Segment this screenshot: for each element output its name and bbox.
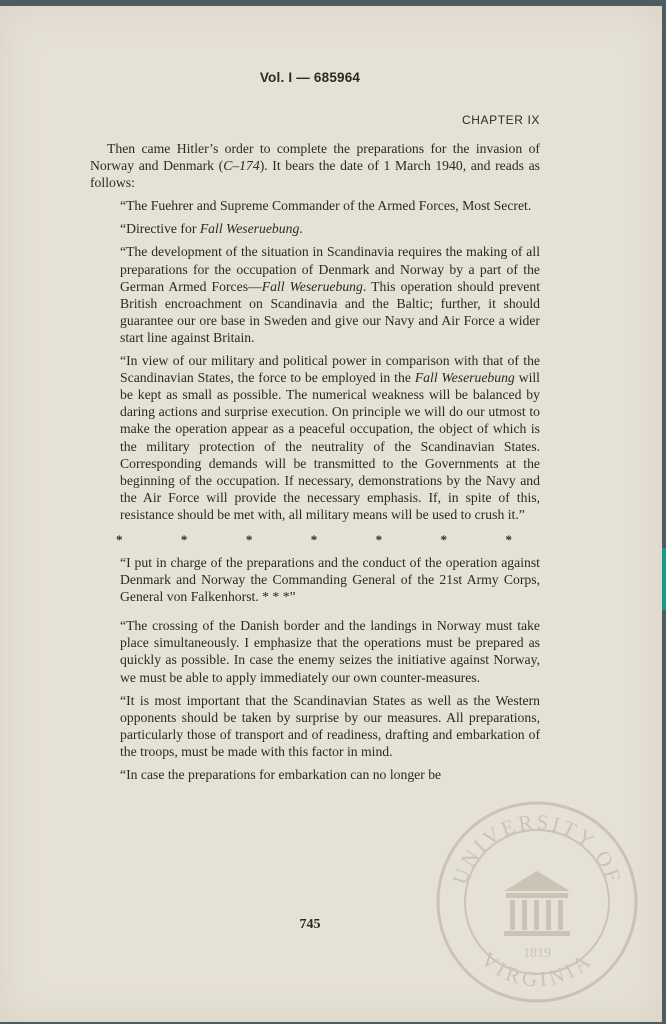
ellipsis-stars bbox=[90, 531, 540, 548]
quote-paragraph-6: “The crossing of the Danish border and the landings in Norway must take place simultaneously. I emphasize that the operations must be prepared as quickly as possible. In case the enemy seizes the initiative against Norway, we must be able to apply immediately our own counter-measures. bbox=[120, 618, 540, 685]
chapter-heading: CHAPTER IX bbox=[461, 113, 540, 127]
document-page bbox=[0, 6, 662, 1022]
star-separator: * bbox=[180, 531, 188, 547]
body-text bbox=[90, 140, 540, 783]
quote-paragraph-3: “The development of the situation in Scandinavia requires the making of all preparations for the occupation of Denmark and Norway by a part of the German Armed Forces—Fall Weseruebung. This operation should prevent British encroachment on Scandinavia and the Baltic; further, it should guarantee our ore base in Sweden and give our Navy and Air Force a wider start line against Britain. bbox=[120, 244, 541, 345]
document-reference: C–174 bbox=[223, 158, 260, 174]
quote-paragraph-5: “I put in charge of the preparations and the conduct of the operation against Denmark and Norway the Commanding General of the 21st Army Corps, General von Falkenhorst. * * *” bbox=[120, 554, 540, 605]
seal-bottom-text: VIRGINIA bbox=[476, 946, 598, 992]
seal-year: 1819 bbox=[523, 946, 551, 961]
page-number: 745 bbox=[299, 917, 321, 932]
university-seal-watermark bbox=[434, 799, 640, 1005]
running-head: Vol. I — 685964 bbox=[259, 70, 361, 85]
star-separator: * bbox=[375, 531, 383, 547]
quote-paragraph-8: “In case the preparations for embarkation can no longer be bbox=[120, 767, 442, 782]
star-separator: * bbox=[440, 531, 448, 547]
star-separator: * bbox=[505, 531, 512, 547]
star-separator: * bbox=[310, 531, 318, 547]
quote-paragraph-1: “The Fuehrer and Supreme Commander of the Armed Forces, Most Secret. bbox=[120, 198, 532, 214]
intro-paragraph: Then came Hitler’s order to complete the preparations for the invasion of Norway and Denmark (C–174). It bears the date of 1 March 1940, and reads as follows: bbox=[90, 141, 541, 191]
quote-paragraph-4: “In view of our military and political power in comparison with that of the Scandinavian States, the force to be employed in the Fall Weseruebung will be kept as small as possible. The numerical weakness will be balanced by daring actions and surprise execution. On principle we will do our utmost to make the operation appear as a peaceful occupation, the object of which is the military protection of the neutrality of the Scandinavian States. Corresponding demands will be transmitted to the Governments at the beginning of the occupation. If necessary, demonstrations by the Navy and the Air Force will provide the necessary emphasis. If, in spite of this, resistance should be met with, all military means will be used to crush it.” bbox=[120, 353, 540, 522]
quote-paragraph-7: “It is most important that the Scandinavian States as well as the Western opponents should be taken by surprise by our measures. All preparations, particularly those of transport and of readiness, drafting and embarkation of the troops, must be made with this factor in mind. bbox=[120, 692, 540, 759]
star-separator: * bbox=[116, 531, 123, 547]
quote-paragraph-2: “Directive for Fall Weseruebung. bbox=[120, 221, 303, 237]
star-separator: * bbox=[245, 531, 253, 547]
seal-top-text: UNIVERSITY OF bbox=[447, 809, 627, 888]
